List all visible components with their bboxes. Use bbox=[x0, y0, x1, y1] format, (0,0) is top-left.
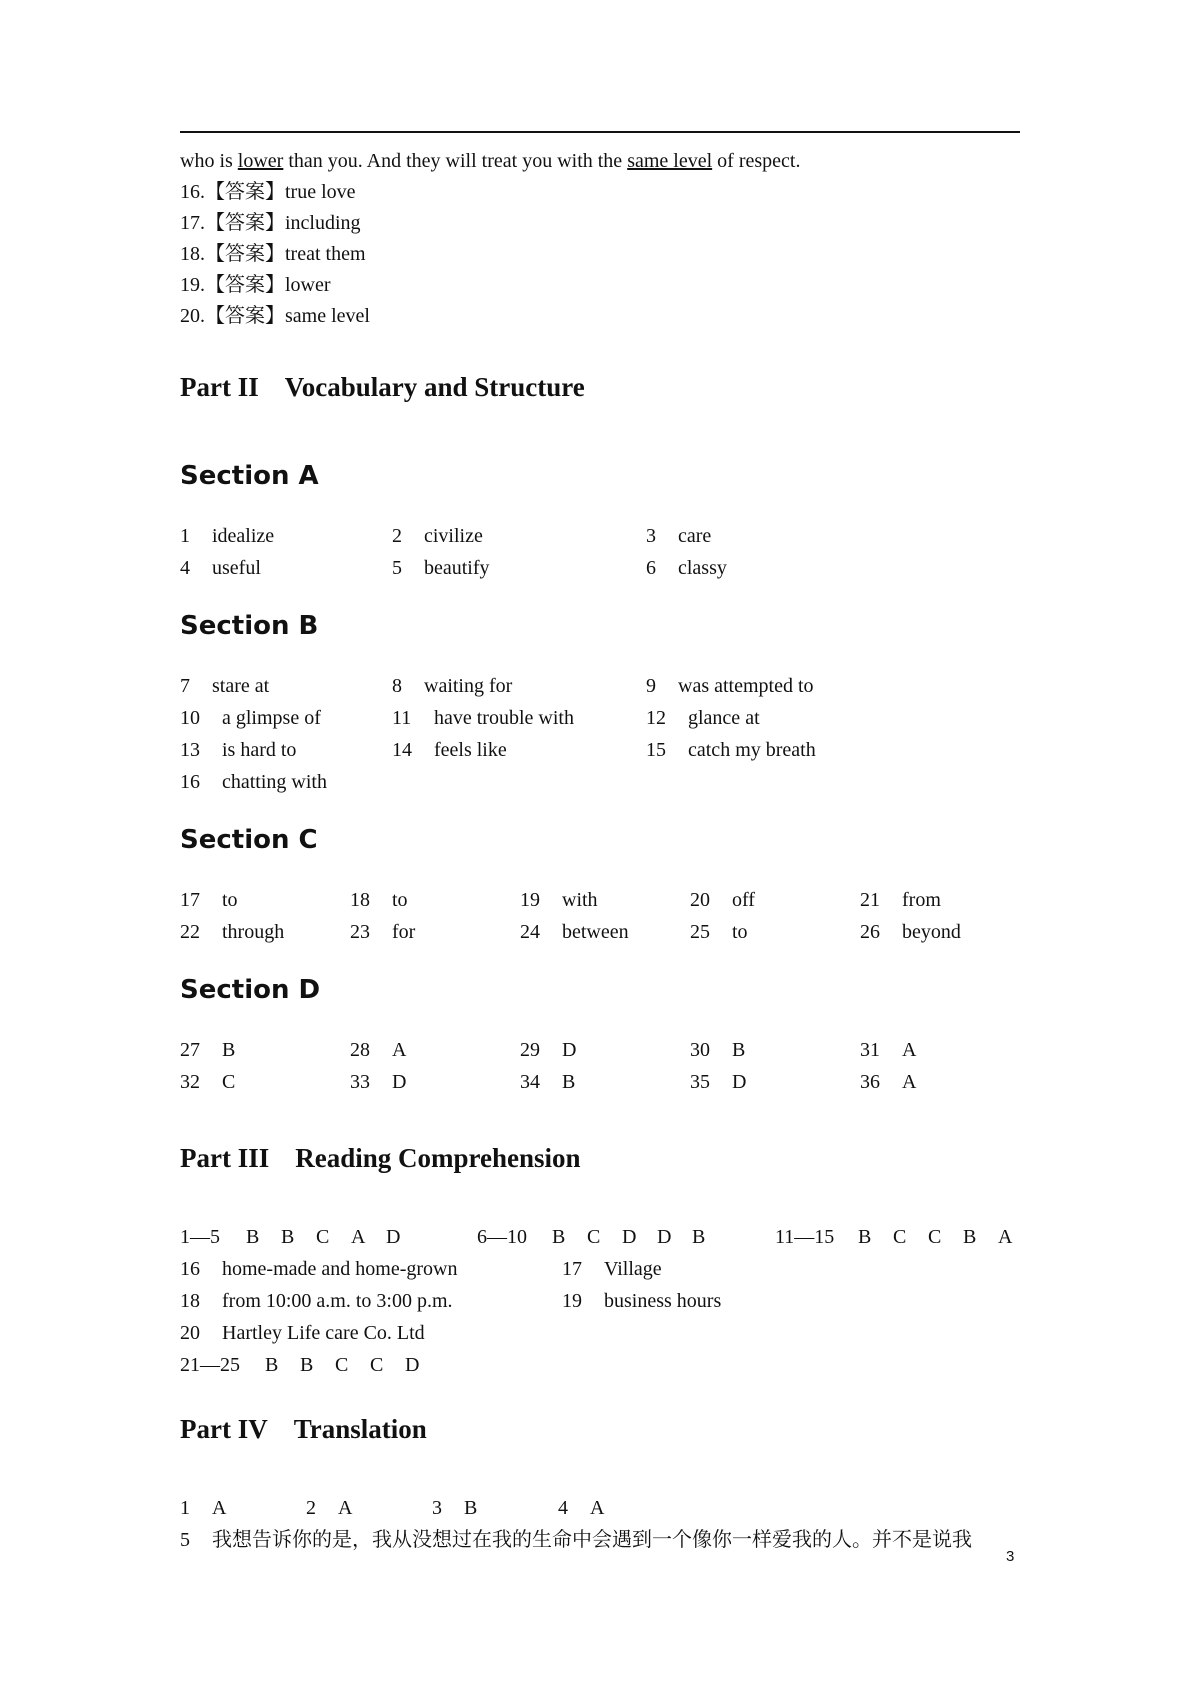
part-heading bbox=[180, 372, 585, 403]
mc-answer: D bbox=[622, 1226, 637, 1248]
mc-answer: A bbox=[998, 1226, 1013, 1248]
paragraph-text: who is bbox=[180, 150, 238, 172]
mc-answer: B bbox=[552, 1226, 566, 1248]
item-number: 28 bbox=[350, 1039, 370, 1061]
item-answer: waiting for bbox=[424, 675, 513, 697]
item-answer: B bbox=[732, 1039, 746, 1061]
item-answer: beautify bbox=[424, 557, 490, 579]
item-answer: to bbox=[392, 889, 408, 911]
mc-answer: D bbox=[657, 1226, 672, 1248]
item-answer: A bbox=[392, 1039, 407, 1061]
answer-row bbox=[0, 735, 1191, 765]
item-answer: to bbox=[222, 889, 238, 911]
mc-answer-row bbox=[0, 1350, 1191, 1380]
item-answer: A bbox=[590, 1497, 605, 1519]
mc-answer: C bbox=[370, 1354, 384, 1376]
item-number: 21 bbox=[860, 889, 880, 911]
item-answer: Village bbox=[604, 1258, 662, 1280]
mc-answer: C bbox=[316, 1226, 330, 1248]
part-heading bbox=[180, 1414, 427, 1445]
item-number: 25 bbox=[690, 921, 710, 943]
item-answer: B bbox=[464, 1497, 478, 1519]
item-answer: to bbox=[732, 921, 748, 943]
part-title-text: Reading Comprehension bbox=[295, 1143, 581, 1173]
part-title-text: Translation bbox=[293, 1414, 427, 1444]
item-number: 35 bbox=[690, 1071, 710, 1093]
answer-row bbox=[0, 1254, 1191, 1284]
mc-range: 11—15 bbox=[775, 1226, 835, 1248]
item-answer: D bbox=[732, 1071, 747, 1093]
item-number: 5 bbox=[392, 557, 402, 579]
answer-row bbox=[0, 671, 1191, 701]
mc-answer: B bbox=[265, 1354, 279, 1376]
item-number: 7 bbox=[180, 675, 190, 697]
answer-line: 18.【答案】treat them bbox=[180, 243, 366, 265]
answer-row bbox=[0, 767, 1191, 797]
item-number: 19 bbox=[520, 889, 540, 911]
item-answer: catch my breath bbox=[688, 739, 816, 761]
item-number: 4 bbox=[180, 557, 190, 579]
continuation-paragraph bbox=[180, 147, 800, 175]
mc-answer: B bbox=[858, 1226, 872, 1248]
item-number: 3 bbox=[432, 1497, 442, 1519]
item-answer: for bbox=[392, 921, 416, 943]
item-answer: business hours bbox=[604, 1290, 722, 1312]
mc-answer: C bbox=[928, 1226, 942, 1248]
item-answer: from bbox=[902, 889, 941, 911]
item-answer: useful bbox=[212, 557, 261, 579]
item-number: 11 bbox=[392, 707, 412, 729]
mc-range: 21—25 bbox=[180, 1354, 240, 1376]
item-number: 23 bbox=[350, 921, 370, 943]
item-number: 26 bbox=[860, 921, 880, 943]
item-answer: Hartley Life care Co. Ltd bbox=[222, 1322, 425, 1344]
item-answer: between bbox=[562, 921, 629, 943]
answer-row bbox=[0, 1286, 1191, 1316]
item-number: 1 bbox=[180, 525, 190, 547]
mc-answer: D bbox=[386, 1226, 401, 1248]
item-answer: A bbox=[338, 1497, 353, 1519]
answer-line: 16.【答案】true love bbox=[180, 181, 356, 203]
item-answer: A bbox=[902, 1071, 917, 1093]
item-answer: from 10:00 a.m. to 3:00 p.m. bbox=[222, 1290, 453, 1312]
part-label: Part II bbox=[180, 372, 259, 402]
mc-answer: C bbox=[893, 1226, 907, 1248]
item-answer: home-made and home-grown bbox=[222, 1258, 458, 1280]
section-heading: Section D bbox=[180, 975, 321, 1005]
item-answer: classy bbox=[678, 557, 727, 579]
item-number: 18 bbox=[180, 1290, 200, 1312]
section-heading: Section C bbox=[180, 825, 318, 855]
answer-row bbox=[0, 917, 1191, 947]
answer-line: 20.【答案】same level bbox=[180, 305, 370, 327]
item-number: 6 bbox=[646, 557, 656, 579]
answer-row bbox=[0, 703, 1191, 733]
item-number: 12 bbox=[646, 707, 666, 729]
item-number: 15 bbox=[646, 739, 666, 761]
mc-answer: A bbox=[351, 1226, 366, 1248]
page-number: 3 bbox=[1006, 1548, 1015, 1565]
item-number: 34 bbox=[520, 1071, 540, 1093]
mc-answer: B bbox=[300, 1354, 314, 1376]
section-heading: Section B bbox=[180, 611, 319, 641]
underlined-word-lower: lower bbox=[237, 150, 284, 172]
item-number: 20 bbox=[690, 889, 710, 911]
item-number: 30 bbox=[690, 1039, 710, 1061]
item-number: 13 bbox=[180, 739, 200, 761]
item-number: 10 bbox=[180, 707, 200, 729]
item-answer: B bbox=[562, 1071, 576, 1093]
mc-answer: C bbox=[335, 1354, 349, 1376]
part-label: Part III bbox=[180, 1143, 270, 1173]
item-answer: was attempted to bbox=[678, 675, 814, 697]
item-number: 17 bbox=[562, 1258, 582, 1280]
item-answer: feels like bbox=[434, 739, 507, 761]
item-number: 5 bbox=[180, 1529, 190, 1551]
item-number: 22 bbox=[180, 921, 200, 943]
item-number: 18 bbox=[350, 889, 370, 911]
section-heading: Section A bbox=[180, 461, 319, 491]
mc-answer: D bbox=[405, 1354, 420, 1376]
item-answer: stare at bbox=[212, 675, 270, 697]
mc-answer: C bbox=[587, 1226, 601, 1248]
item-number: 36 bbox=[860, 1071, 880, 1093]
item-answer: civilize bbox=[424, 525, 483, 547]
answer-line: 19.【答案】lower bbox=[180, 274, 331, 296]
item-number: 9 bbox=[646, 675, 656, 697]
item-answer: a glimpse of bbox=[222, 707, 321, 729]
item-number: 29 bbox=[520, 1039, 540, 1061]
item-answer: A bbox=[902, 1039, 917, 1061]
answer-row bbox=[0, 1493, 1191, 1523]
mc-range: 6—10 bbox=[477, 1226, 527, 1248]
item-number: 17 bbox=[180, 889, 200, 911]
part-title-text: Vocabulary and Structure bbox=[284, 372, 585, 402]
item-number: 2 bbox=[392, 525, 402, 547]
item-answer: B bbox=[222, 1039, 236, 1061]
item-answer: is hard to bbox=[222, 739, 297, 761]
answer-row bbox=[0, 521, 1191, 551]
item-number: 33 bbox=[350, 1071, 370, 1093]
item-number: 1 bbox=[180, 1497, 190, 1519]
part-label: Part IV bbox=[180, 1414, 268, 1444]
item-number: 19 bbox=[562, 1290, 582, 1312]
mc-answer: B bbox=[963, 1226, 977, 1248]
mc-answer: B bbox=[246, 1226, 260, 1248]
item-answer: D bbox=[562, 1039, 577, 1061]
mc-answer: B bbox=[281, 1226, 295, 1248]
mc-answer: B bbox=[692, 1226, 706, 1248]
paragraph-text: than you. And they will treat you with the bbox=[283, 150, 628, 172]
item-answer: chatting with bbox=[222, 771, 327, 793]
underlined-phrase-same-level: same level bbox=[627, 150, 713, 172]
item-answer: through bbox=[222, 921, 285, 943]
item-number: 20 bbox=[180, 1322, 200, 1344]
item-number: 24 bbox=[520, 921, 540, 943]
answer-row bbox=[0, 1318, 1191, 1348]
item-number: 3 bbox=[646, 525, 656, 547]
item-answer: off bbox=[732, 889, 755, 911]
item-number: 27 bbox=[180, 1039, 200, 1061]
answer-row bbox=[0, 885, 1191, 915]
item-answer: A bbox=[212, 1497, 227, 1519]
answer-row bbox=[0, 1035, 1191, 1065]
answer-row bbox=[0, 1067, 1191, 1097]
item-answer: care bbox=[678, 525, 712, 547]
item-number: 4 bbox=[558, 1497, 568, 1519]
item-number: 2 bbox=[306, 1497, 316, 1519]
item-number: 16 bbox=[180, 1258, 200, 1280]
item-number: 8 bbox=[392, 675, 402, 697]
item-answer: beyond bbox=[902, 921, 961, 943]
paragraph-text: of respect. bbox=[712, 150, 801, 172]
item-number: 16 bbox=[180, 771, 200, 793]
mc-range: 1—5 bbox=[180, 1226, 220, 1248]
item-number: 31 bbox=[860, 1039, 880, 1061]
item-answer: C bbox=[222, 1071, 236, 1093]
part-heading bbox=[180, 1143, 581, 1174]
translation-text: 我想告诉你的是，我从没想过在我的生命中会遇到一个像你一样爱我的人。并不是说我 bbox=[212, 1529, 972, 1551]
answer-line: 17.【答案】including bbox=[180, 212, 361, 234]
item-answer: have trouble with bbox=[434, 707, 574, 729]
item-number: 14 bbox=[392, 739, 412, 761]
item-answer: D bbox=[392, 1071, 407, 1093]
mc-answer-row bbox=[0, 1222, 1191, 1252]
item-answer: glance at bbox=[688, 707, 760, 729]
item-answer: with bbox=[562, 889, 598, 911]
answer-row bbox=[0, 553, 1191, 583]
header-rule bbox=[180, 131, 1020, 133]
item-number: 32 bbox=[180, 1071, 200, 1093]
item-answer: idealize bbox=[212, 525, 275, 547]
